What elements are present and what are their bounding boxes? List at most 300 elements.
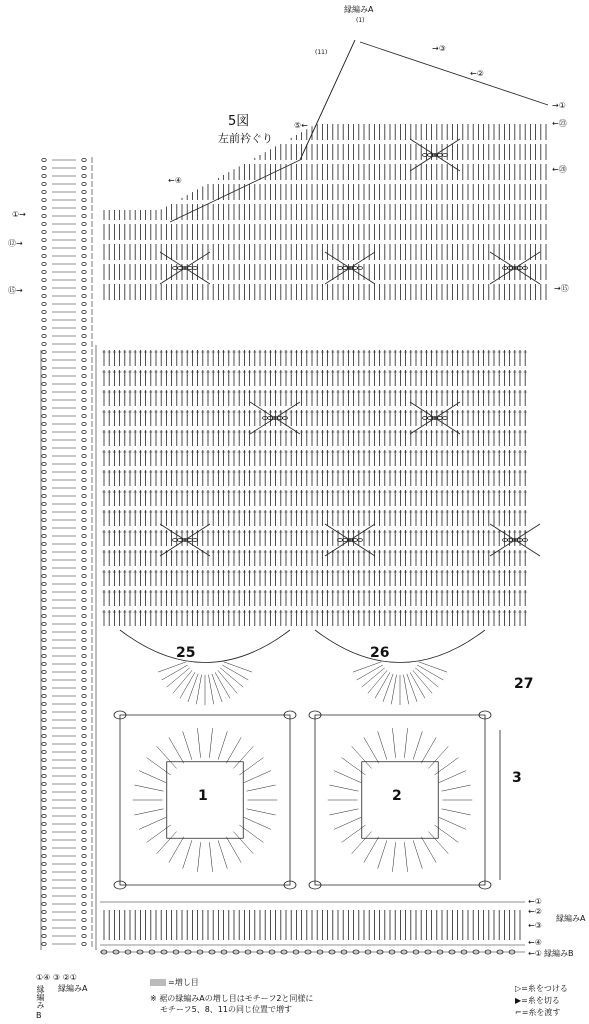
legend-note-line2: モチーフ5、8、11の同じ位置で増す xyxy=(160,1005,292,1014)
chain-mark xyxy=(42,166,46,169)
chain-mark xyxy=(42,478,46,481)
marker-23: ←㉓ xyxy=(552,119,567,128)
chain-mark xyxy=(42,462,46,465)
chain-mark xyxy=(82,846,86,849)
stitch-mark xyxy=(413,731,422,759)
chain-mark xyxy=(42,614,46,617)
chain-mark xyxy=(42,238,46,241)
chain-mark xyxy=(42,174,46,177)
stitch-mark xyxy=(139,817,166,829)
stitch-mark xyxy=(218,731,227,759)
marker-20: ←⑳ xyxy=(552,165,567,174)
chain-mark xyxy=(42,382,46,385)
chain-mark xyxy=(193,267,198,270)
bottom-left-numbers: ①④ ③ ②① xyxy=(36,973,77,982)
stitch-mark xyxy=(169,737,184,763)
chain-mark xyxy=(42,942,46,945)
chain-mark xyxy=(82,686,86,689)
chain-mark xyxy=(42,758,46,761)
chain-mark xyxy=(42,470,46,473)
chain-mark xyxy=(82,702,86,705)
stitch-mark xyxy=(169,837,184,863)
chain-mark xyxy=(42,566,46,569)
chain-mark xyxy=(42,302,46,305)
chain-mark xyxy=(42,246,46,249)
left-marker-1: ①→ xyxy=(12,210,26,219)
stitch-mark xyxy=(383,674,393,702)
stitch-mark xyxy=(364,837,379,863)
chain-mark xyxy=(42,198,46,201)
chain-mark xyxy=(42,662,46,665)
chain-mark xyxy=(82,478,86,481)
chain-mark xyxy=(82,310,86,313)
chain-mark xyxy=(42,502,46,505)
stitch-mark xyxy=(196,675,201,705)
chain-mark xyxy=(82,294,86,297)
chain-mark xyxy=(82,862,86,865)
stitch-mark xyxy=(403,675,408,705)
chain-mark xyxy=(42,870,46,873)
stitch-mark xyxy=(407,674,417,702)
chain-mark xyxy=(42,830,46,833)
diagram-title: 5図 xyxy=(228,114,250,129)
chain-mark xyxy=(82,494,86,497)
chain-mark xyxy=(42,678,46,681)
bottom-row-1b: ←① xyxy=(528,949,542,958)
chain-mark xyxy=(82,534,86,537)
chain-mark xyxy=(82,486,86,489)
chain-mark xyxy=(82,358,86,361)
chain-mark xyxy=(42,774,46,777)
chain-mark xyxy=(82,942,86,945)
stitch-mark xyxy=(209,728,212,758)
marker-5: ⑤← xyxy=(294,121,308,130)
left-marker-15: ⑮→ xyxy=(8,286,23,295)
marker-1-top: (1) xyxy=(356,17,365,24)
chain-mark xyxy=(82,254,86,257)
chain-mark xyxy=(42,422,46,425)
chain-mark xyxy=(82,422,86,425)
bottom-left-edging-b-letter: B xyxy=(36,1011,42,1020)
chain-mark xyxy=(82,166,86,169)
edging-a-top-label: 縁編みA xyxy=(344,5,374,14)
chain-mark xyxy=(42,278,46,281)
stitch-mark xyxy=(421,837,436,863)
chain-mark xyxy=(42,918,46,921)
chain-mark xyxy=(82,646,86,649)
stitch-mark xyxy=(226,737,241,763)
chain-mark xyxy=(42,798,46,801)
chain-mark xyxy=(82,542,86,545)
legend-increase xyxy=(150,978,199,988)
chain-mark xyxy=(82,670,86,673)
stitch-mark xyxy=(224,662,252,672)
chain-mark xyxy=(42,518,46,521)
stitch-mark xyxy=(378,731,387,759)
bottom-left-edging-a: 縁編みA xyxy=(58,984,88,993)
chain-mark xyxy=(42,902,46,905)
chain-mark xyxy=(82,902,86,905)
chain-mark xyxy=(82,558,86,561)
chain-mark xyxy=(42,726,46,729)
chain-mark xyxy=(42,358,46,361)
chain-mark xyxy=(82,230,86,233)
chain-mark xyxy=(82,302,86,305)
chain-mark xyxy=(188,539,193,542)
chain-mark xyxy=(82,438,86,441)
attach-icon: ▷ xyxy=(515,984,522,993)
chain-mark xyxy=(42,862,46,865)
chain-mark xyxy=(82,622,86,625)
chain-mark xyxy=(42,694,46,697)
left-marker-12: ⑫→ xyxy=(8,239,23,248)
chain-mark xyxy=(42,926,46,929)
motif-number-25: 25 xyxy=(176,645,196,661)
chain-mark xyxy=(82,398,86,401)
chain-mark xyxy=(82,894,86,897)
chain-mark xyxy=(82,926,86,929)
legend-cut xyxy=(515,996,560,1006)
chain-mark xyxy=(42,854,46,857)
chain-mark xyxy=(42,742,46,745)
half-motif-curve xyxy=(315,630,485,663)
chain-mark xyxy=(82,374,86,377)
chain-mark xyxy=(42,214,46,217)
stitch-mark xyxy=(208,675,213,705)
chain-mark xyxy=(42,558,46,561)
stitch-mark xyxy=(134,785,163,791)
chain-mark xyxy=(82,766,86,769)
chain-mark xyxy=(82,326,86,329)
legend-cut-text: =糸を切る xyxy=(521,996,560,1005)
chain-mark xyxy=(42,886,46,889)
chain-mark xyxy=(42,190,46,193)
chain-mark xyxy=(82,214,86,217)
edging-b-right-label: 縁編みB xyxy=(544,949,574,958)
chain-mark xyxy=(82,518,86,521)
chain-mark xyxy=(42,702,46,705)
stitch-mark xyxy=(197,842,200,872)
stitch-mark xyxy=(329,785,358,791)
marker-11-left: (11) xyxy=(315,49,328,56)
bottom-row-2: ←② xyxy=(528,907,542,916)
chain-mark xyxy=(443,154,448,157)
chain-mark xyxy=(42,542,46,545)
chain-mark xyxy=(82,526,86,529)
chain-mark xyxy=(82,814,86,817)
chain-mark xyxy=(42,390,46,393)
chain-mark xyxy=(82,726,86,729)
chain-mark xyxy=(82,286,86,289)
stitch-mark xyxy=(439,771,466,783)
chain-mark xyxy=(82,446,86,449)
chain-mark xyxy=(82,934,86,937)
diagram-subtitle: 左前衿ぐり xyxy=(218,132,273,145)
stitch-mark xyxy=(413,840,422,868)
legend-note-line1: ※ 裾の縁編みAの増し目はモチーフ2と同様に xyxy=(150,994,314,1003)
chain-mark xyxy=(82,598,86,601)
chain-mark xyxy=(42,582,46,585)
chain-mark xyxy=(82,246,86,249)
stitch-mark xyxy=(392,842,395,872)
chain-mark xyxy=(42,790,46,793)
stitch-mark xyxy=(419,662,447,672)
chain-mark xyxy=(42,510,46,513)
motif-number-3: 3 xyxy=(512,770,522,786)
chain-mark xyxy=(42,326,46,329)
chain-mark xyxy=(42,894,46,897)
stitch-mark xyxy=(364,737,379,763)
stitch-mark xyxy=(244,771,271,783)
chain-mark xyxy=(82,182,86,185)
chain-mark xyxy=(42,822,46,825)
chain-mark xyxy=(82,662,86,665)
bottom-left-edging-b-vertical: 縁編み xyxy=(36,985,45,1009)
chain-mark xyxy=(42,606,46,609)
chain-mark xyxy=(82,470,86,473)
chain-mark xyxy=(42,534,46,537)
chain-mark xyxy=(42,222,46,225)
chain-mark xyxy=(42,910,46,913)
chain-mark xyxy=(82,790,86,793)
chain-mark xyxy=(82,318,86,321)
chain-mark xyxy=(42,206,46,209)
stitch-mark xyxy=(392,728,395,758)
chain-mark xyxy=(42,806,46,809)
chain-mark xyxy=(82,822,86,825)
increase-swatch xyxy=(150,979,166,986)
chain-mark xyxy=(42,486,46,489)
chain-mark xyxy=(82,886,86,889)
stitch-mark xyxy=(404,728,407,758)
chain-mark xyxy=(82,606,86,609)
stitch-mark xyxy=(334,817,361,829)
stitch-mark xyxy=(334,771,361,783)
chain-mark xyxy=(42,254,46,257)
chain-mark xyxy=(42,934,46,937)
chain-mark xyxy=(283,417,288,420)
chain-mark xyxy=(42,750,46,753)
chain-mark xyxy=(42,158,46,161)
chain-mark xyxy=(42,182,46,185)
chain-mark xyxy=(82,806,86,809)
chain-mark xyxy=(82,710,86,713)
chain-mark xyxy=(82,774,86,777)
chain-mark xyxy=(82,406,86,409)
chain-mark xyxy=(82,742,86,745)
chain-mark xyxy=(42,590,46,593)
chain-mark xyxy=(82,366,86,369)
chain-mark xyxy=(42,286,46,289)
stitch-mark xyxy=(197,728,200,758)
chain-mark xyxy=(42,846,46,849)
chain-mark xyxy=(82,582,86,585)
chain-mark xyxy=(82,270,86,273)
chain-mark xyxy=(42,398,46,401)
chain-mark xyxy=(42,638,46,641)
marker-2: ←② xyxy=(470,69,484,78)
chain-mark xyxy=(42,718,46,721)
chain-mark xyxy=(42,230,46,233)
chain-mark xyxy=(42,406,46,409)
chain-mark xyxy=(193,539,198,542)
chain-mark xyxy=(42,374,46,377)
chain-mark xyxy=(443,417,448,420)
chain-mark xyxy=(82,414,86,417)
chain-mark xyxy=(503,267,508,270)
legend-attach xyxy=(515,984,568,994)
edging-a-right-label: 縁編みA xyxy=(556,914,586,923)
stitch-mark xyxy=(353,662,381,672)
chain-mark xyxy=(82,158,86,161)
chain-mark xyxy=(82,718,86,721)
chain-mark xyxy=(358,539,363,542)
stitch-mark xyxy=(226,837,241,863)
chain-mark xyxy=(42,366,46,369)
chain-mark xyxy=(82,198,86,201)
chain-mark xyxy=(82,638,86,641)
bottom-row-3: ←③ xyxy=(528,921,542,930)
chain-mark xyxy=(82,174,86,177)
marker-4: ←④ xyxy=(168,176,182,185)
stitch-mark xyxy=(329,809,358,815)
chain-mark xyxy=(82,382,86,385)
chain-mark xyxy=(82,878,86,881)
chain-mark xyxy=(82,918,86,921)
chain-mark xyxy=(42,526,46,529)
motif-number-26: 26 xyxy=(370,645,390,661)
stitch-mark xyxy=(212,674,222,702)
chain-mark xyxy=(42,430,46,433)
legend-attach-text: =糸をつける xyxy=(521,984,568,993)
chain-mark xyxy=(82,830,86,833)
chain-mark xyxy=(42,622,46,625)
chain-mark xyxy=(82,566,86,569)
stitch-mark xyxy=(404,842,407,872)
chain-mark xyxy=(82,342,86,345)
chain-mark xyxy=(82,390,86,393)
chain-mark xyxy=(82,854,86,857)
chain-mark xyxy=(82,190,86,193)
chain-mark xyxy=(278,417,283,420)
chain-mark xyxy=(82,798,86,801)
chain-mark xyxy=(42,630,46,633)
chain-mark xyxy=(42,342,46,345)
chain-mark xyxy=(358,267,363,270)
chain-mark xyxy=(82,654,86,657)
stitch-mark xyxy=(421,737,436,763)
chain-mark xyxy=(42,782,46,785)
chain-mark xyxy=(82,870,86,873)
chain-mark xyxy=(82,238,86,241)
stitch-mark xyxy=(442,809,471,815)
chain-mark xyxy=(82,750,86,753)
chain-mark xyxy=(42,814,46,817)
chain-mark xyxy=(82,462,86,465)
chain-mark xyxy=(42,670,46,673)
motif-number-27: 27 xyxy=(514,676,534,692)
chain-mark xyxy=(82,910,86,913)
stitch-mark xyxy=(218,840,227,868)
chain-mark xyxy=(42,294,46,297)
legend-pass xyxy=(515,1008,560,1018)
chain-mark xyxy=(42,878,46,881)
stitch-mark xyxy=(158,662,186,672)
chain-mark xyxy=(42,262,46,265)
chain-mark xyxy=(82,502,86,505)
chain-mark xyxy=(82,350,86,353)
chain-mark xyxy=(82,614,86,617)
legend-increase-text: =増し目 xyxy=(168,978,199,987)
stitch-mark xyxy=(183,840,192,868)
marker-15-right: →⑮ xyxy=(554,284,569,293)
chain-mark xyxy=(42,494,46,497)
chain-mark xyxy=(42,654,46,657)
chain-mark xyxy=(42,318,46,321)
stitch-mark xyxy=(134,809,163,815)
chain-mark xyxy=(42,270,46,273)
bottom-row-1: ←① xyxy=(528,897,542,906)
stitch-group xyxy=(41,40,548,954)
chain-mark xyxy=(82,262,86,265)
chain-mark xyxy=(82,734,86,737)
marker-3: →③ xyxy=(432,44,446,53)
stitch-mark xyxy=(247,785,276,791)
stitch-mark xyxy=(209,842,212,872)
stitch-mark xyxy=(139,771,166,783)
chain-mark xyxy=(82,278,86,281)
chain-mark xyxy=(42,550,46,553)
stitch-mark xyxy=(188,674,198,702)
chain-mark xyxy=(82,630,86,633)
half-motif-curve xyxy=(120,630,290,663)
chain-mark xyxy=(42,646,46,649)
chain-mark xyxy=(82,694,86,697)
slope-dash xyxy=(300,40,355,160)
chain-mark xyxy=(82,430,86,433)
stitch-mark xyxy=(244,817,271,829)
chain-mark xyxy=(42,454,46,457)
chain-mark xyxy=(42,310,46,313)
bottom-row-4: ←④ xyxy=(528,938,542,947)
cross-mark xyxy=(250,402,300,434)
chain-mark xyxy=(42,766,46,769)
top-slope xyxy=(360,42,548,105)
chain-mark xyxy=(42,734,46,737)
chain-mark xyxy=(82,590,86,593)
chain-mark xyxy=(42,710,46,713)
chain-mark xyxy=(42,350,46,353)
chain-mark xyxy=(82,758,86,761)
chain-mark xyxy=(42,414,46,417)
chain-mark xyxy=(42,446,46,449)
stitch-mark xyxy=(247,809,276,815)
cut-icon: ▶ xyxy=(515,996,522,1005)
chain-mark xyxy=(82,574,86,577)
chain-mark xyxy=(42,598,46,601)
stitch-mark xyxy=(183,731,192,759)
chain-mark xyxy=(82,206,86,209)
chain-mark xyxy=(188,267,193,270)
pass-icon: ⌐ xyxy=(515,1008,522,1017)
chain-mark xyxy=(42,686,46,689)
chain-mark xyxy=(82,782,86,785)
chain-mark xyxy=(82,334,86,337)
stitch-mark xyxy=(391,675,396,705)
marker-1-right: →① xyxy=(552,101,566,110)
chain-mark xyxy=(82,678,86,681)
chain-mark xyxy=(503,539,508,542)
